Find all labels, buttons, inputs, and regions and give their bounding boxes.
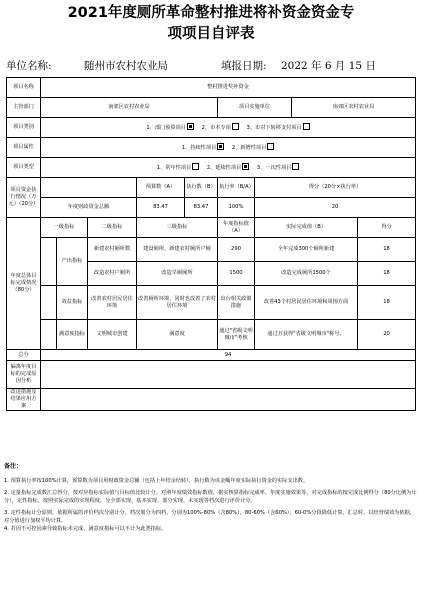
r4-target: 通过"省级文明城市"考核 <box>218 320 255 350</box>
impl-unit-value: 南郊区农村农业局 <box>292 98 416 118</box>
nature-options <box>41 138 416 158</box>
total-label: 总分 <box>7 350 41 361</box>
col-score: 得分（20分×执行率） <box>255 178 416 198</box>
type-options <box>41 158 416 178</box>
checkbox-icon[interactable] <box>267 143 274 150</box>
r3-level3: 改善厕所环境，同时也改善了农村居住环境 <box>137 286 218 320</box>
nature-label: 项目属性 <box>7 138 41 158</box>
r4-score: 20 <box>358 320 416 350</box>
r2-level3: 改造旱厕厕所 <box>137 262 218 286</box>
r3-level2: 改善农村居民居住环境 <box>88 286 137 320</box>
r1-target: 290 <box>218 238 255 262</box>
improve-value[interactable] <box>41 389 416 411</box>
unit-value: 随州市农村农业局 <box>84 60 168 72</box>
deviation-value[interactable] <box>41 361 416 389</box>
checkbox-icon[interactable] <box>292 163 299 170</box>
r3-actual: 改善43个村居民居住环境和周围方面 <box>255 286 358 320</box>
r1-level2: 新建农村厕所数 <box>88 238 137 262</box>
checkbox-checked-icon[interactable] <box>217 143 224 150</box>
category-options <box>41 118 416 138</box>
note-2: 2. 定量指标完成数汇总得分，按对应指标实际值与目标值比较计分。对照年度绩效指标数值，据实核算指标完成率、年度实施效果等，对完成指标的按完成比例得分（80分比例为计分），定性指标，按照实际完成的实现程度，分全部实现、基本实现、部分实现、未实现等档次进行评价计分。 <box>4 490 417 504</box>
date-value: 2022 年 6 月 15 日 <box>281 60 376 72</box>
checkbox-icon[interactable] <box>232 123 239 130</box>
h-level3: 三级指标 <box>137 218 218 238</box>
document-title-line-1: 2021年度厕所革命整村推进将补资金资金专 <box>67 5 355 21</box>
note-4: 4. 若因不可控因素导致指标未完成，满意度指标可以不计为此类指标。 <box>4 526 167 532</box>
nature-option-1: 1、持续性项目 <box>181 145 217 151</box>
r4-level3: 满意度 <box>137 320 218 350</box>
r1-actual: 全年完成300个厕所新建 <box>255 238 358 262</box>
checkbox-icon[interactable] <box>303 123 310 130</box>
funds-score: 20 <box>255 198 416 218</box>
total-value: 94 <box>41 350 416 361</box>
h-actual: 实际完成值（B） <box>255 218 358 238</box>
r4-level2: 文明城市创建 <box>88 320 137 350</box>
funds-budget: 83.47 <box>137 198 185 218</box>
r2-actual: 改造完成厕所1500个 <box>255 262 358 286</box>
funds-rate: 100% <box>218 198 255 218</box>
col-executed: 执行数（B） <box>185 178 218 198</box>
ind-output: 产出指标 <box>57 238 88 286</box>
checkbox-checked-icon[interactable] <box>242 163 249 170</box>
r2-target: 1500 <box>218 262 255 286</box>
improve-label: 改进措施及结果应用方案 <box>7 389 41 411</box>
r1-level3: 建设厕所、新建农村厕所户厕 <box>137 238 218 262</box>
document-title-line-2: 项项目自评表 <box>167 26 255 42</box>
checkbox-icon[interactable] <box>192 163 199 170</box>
checkbox-checked-icon[interactable] <box>187 123 194 130</box>
h-score: 得分 <box>358 218 416 238</box>
ind-effect: 效益指标 <box>57 286 88 320</box>
funds-label: 项目资金执行情况（万元）（20分） <box>7 178 41 218</box>
r3-target: 出台相关政策措施 <box>218 286 255 320</box>
col-budget: 预算数（A） <box>137 178 185 198</box>
h-target: 年度指标值（A） <box>218 218 255 238</box>
type-label: 项目类型 <box>7 158 41 178</box>
r2-level2: 改造农村户厕所 <box>88 262 137 286</box>
r4-actual: 通过且获得"省级文明城市"称号。 <box>255 320 358 350</box>
deviation-label: 偏离年度目标的完成原因分析 <box>7 361 41 389</box>
category-label: 项目类别 <box>7 118 41 138</box>
project-name-label: 项目名称 <box>7 78 41 98</box>
ind-satisfaction: 满意度指标 <box>57 320 88 350</box>
h-level2: 二级指标 <box>88 218 137 238</box>
category-option-1: 1、部门预算项目 <box>146 125 186 131</box>
type-option-2: 2、延续性项目 <box>206 165 242 171</box>
r2-score: 18 <box>358 262 416 286</box>
perf-label: 年度总体目标完成情况（80分） <box>7 218 41 350</box>
note-1: 1. 预算执行率按100%计算，预算数为项目用财政资金总额（包括上年结余结转），执行数为该金额年度实际执行资金的实际支出数。 <box>4 478 309 484</box>
project-name-value: 整村推进奖补资金 <box>41 78 416 98</box>
r3-score: 18 <box>358 286 416 320</box>
funds-executed: 83.47 <box>185 198 218 218</box>
unit-label: 单位名称: <box>6 60 52 72</box>
nature-option-2: 2、新增性项目 <box>231 145 267 151</box>
impl-unit-label: 项目实施单位 <box>218 98 292 118</box>
notes-section <box>4 463 418 533</box>
funds-sub-label: 年度财政资金总额 <box>41 198 137 218</box>
col-rate: 执行率（B/A） <box>218 178 255 198</box>
date-label: 填报日期: <box>221 60 267 72</box>
dept-value: 南郊区农村农业局 <box>41 98 218 118</box>
evaluation-table <box>6 77 416 411</box>
funds-header-blank <box>41 178 137 198</box>
type-option-1: 1、常年性项目 <box>156 165 192 171</box>
h-level1: 一级指标 <box>41 218 88 238</box>
r1-score: 18 <box>358 238 416 262</box>
category-option-2: 2、市本专项 <box>201 125 231 131</box>
note-3: 3. 定性指标计分原则，依据所属的评价档次分别计分。档次划分为四档，分别为100%-80%（含80%），80-60%（含60%），60-0%分段降低计算，汇总时，以经营绩效为依据，对分值进行加权平均计算。 <box>4 510 416 524</box>
dept-label: 主管部门 <box>7 98 41 118</box>
category-option-3: 3、市对下转移支付项目 <box>246 125 302 131</box>
type-option-3: 3、一次性项目 <box>256 165 292 171</box>
notes-heading: 备注： <box>4 463 23 470</box>
